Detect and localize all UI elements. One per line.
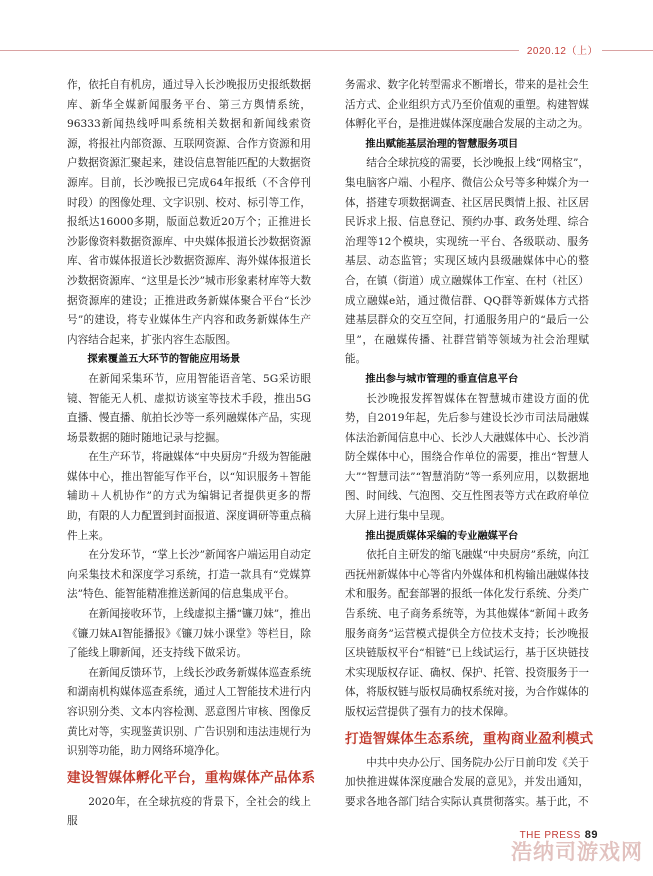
right-subheading: 推出赋能基层治理的智慧服务项目 bbox=[365, 138, 519, 150]
right-column bbox=[345, 76, 594, 812]
watermark-text: 浩纳司游戏网 bbox=[511, 840, 643, 864]
right-subheading: 推出提质媒体采编的专业融媒平台 bbox=[365, 530, 519, 542]
left-section-heading: 建设智媒体孵化平台，重构媒体产品体系 bbox=[67, 769, 316, 786]
left-paragraph: 2020年，在全球抗疫的背景下，全社会的线上服 bbox=[67, 795, 311, 828]
right-section-heading: 打造智媒体生态系统，重构商业盈利模式 bbox=[345, 730, 594, 747]
magazine-name: THE PRESS bbox=[519, 830, 581, 841]
right-paragraph: 依托自主研发的缩飞融媒“中央厨房”系统，向江西抚州新媒体中心等省内外媒体和机构输出融媒体技术和服务。配套部署的报纸一体化发行系统、分类广告系统、电子商务系统等，为其他媒体“新闻＋政务服务商务”运营模式提供全方位技术支持；长沙晚报区块链版权平台“相链”已上线试运行，基于区块链技术实现版权存证、确权、保护、托管、投资服务于一体，将版权链与版权局确权系统对接，为合作媒体的版权运营提供了强有力的技术保障。 bbox=[345, 549, 589, 718]
left-column bbox=[67, 76, 316, 832]
left-paragraph: 在生产环节，将融媒体“中央厨房”升级为智能融媒体中心，推出智能写作平台，以“知识服务＋智能辅助＋人机协作”的方式为编辑记者提供更多的帮助，有限的人力配置到封面报道、深度调研等重点稿件上来。 bbox=[67, 451, 311, 542]
left-subheading: 探索覆盖五大环节的智能应用场景 bbox=[87, 354, 241, 366]
left-paragraph: 在分发环节，“掌上长沙”新闻客户端运用自动定向采集技术和深度学习系统，打造一款具有“党媒算法”特色、能智能精准推送新闻的信息集成平台。 bbox=[67, 549, 311, 601]
right-paragraph: 中共中央办公厅、国务院办公厅日前印发《关于加快推进媒体深度融合发展的意见》，并发出通知，要求各地各部门结合实际认真贯彻落实。基于此，不 bbox=[345, 756, 589, 808]
page-number: 89 bbox=[584, 829, 598, 841]
right-paragraph: 结合全球抗疫的需要，长沙晚报上线“网格宝”，集电脑客户端、小程序、微信公众号等多种媒介为一体，搭建专项数据调查、社区居民舆情上报、社区居民诉求上报、信息登记、预约办事、政务处理、综合治理等12个模块，实现统一平台、各级联动、服务基层、动态监管；实现区域内县级融媒体中心的整合，在镇（街道）成立融媒体工作室、在村（社区）成立融媒e站，通过微信群、QQ群等新媒体方式搭建基层群众的交互空间，打通服务用户的“最后一公里”，在融媒传播、社群营销等领域为社会治理赋能。 bbox=[345, 157, 589, 366]
right-paragraph: 长沙晚报发挥智媒体在智慧城市建设方面的优势，自2019年起，先后参与建设长沙市司法局融媒体法治新闻信息中心、长沙人大融媒体中心、长沙消防全媒体中心，围绕合作单位的需要，推出“智慧人大”“智慧司法”“智慧消防”等一系列应用，以数据地图、时间线、气泡图、交互性图表等方式在政府单位大屏上进行集中呈现。 bbox=[345, 392, 589, 523]
left-paragraph: 在新闻采集环节，应用智能语音笔、5G采访眼镜、智能无人机、虚拟访谈室等技术手段，推出5G直播、慢直播、航拍长沙等一系列融媒体产品，实现场景数据的随时随地记录与挖掘。 bbox=[67, 372, 311, 444]
left-paragraph-continued: 作，依托自有机房，通过导入长沙晚报历史报纸数据库、新华全媒新闻服务平台、第三方舆情系统，96333新闻热线呼叫系统相关数据和新闻线索资源，将报社内部资源、互联网资源、合作方资源和用户数据资源汇聚起来，建设信息智能匹配的大数据资源库。目前，长沙晚报已完成64年报纸（不含停刊时段）的图像处理、文字识别、校对、标引等工作，报纸达16000多期，版面总数近20万个；正推进长沙影像资料数据资源库、中央媒体报道长沙数据资源库、省市媒体报道长沙数据资源库、海外媒体报道长沙数据资源库、“这里是长沙”城市形象素材库等大数据资源库的建设；正推进政务新媒体聚合平台“长沙号”的建设，将专业媒体生产内容和政务新媒体生产内容结合起来，扩张内容生态版图。 bbox=[67, 79, 311, 346]
left-paragraph: 在新闻反馈环节，上线长沙政务新媒体巡查系统和湖南机构媒体巡查系统，通过人工智能技术进行内容识别分类、文本内容检测、恶意图片审核、图像反黄比对等，实现鉴黄识别、广告识别和违法违规行为识别等功能，助力网络环境净化。 bbox=[67, 666, 311, 758]
right-subheading: 推出参与城市管理的垂直信息平台 bbox=[365, 373, 519, 385]
left-paragraph: 在新闻接收环节，上线虚拟主播“镰刀妹”，推出《镰刀妹AI智能播报》《镰刀妹小课堂》等栏目，除了能线上聊新闻，还支持线下做采访。 bbox=[67, 608, 311, 660]
issue-date: 2020.12（上） bbox=[519, 42, 602, 57]
right-paragraph-continued: 务需求、数字化转型需求不断增长，带来的是社会生活方式、企业组织方式乃至价值观的重塑。构建智媒体孵化平台，是推进媒体深度融合发展的主动之为。 bbox=[345, 79, 589, 131]
